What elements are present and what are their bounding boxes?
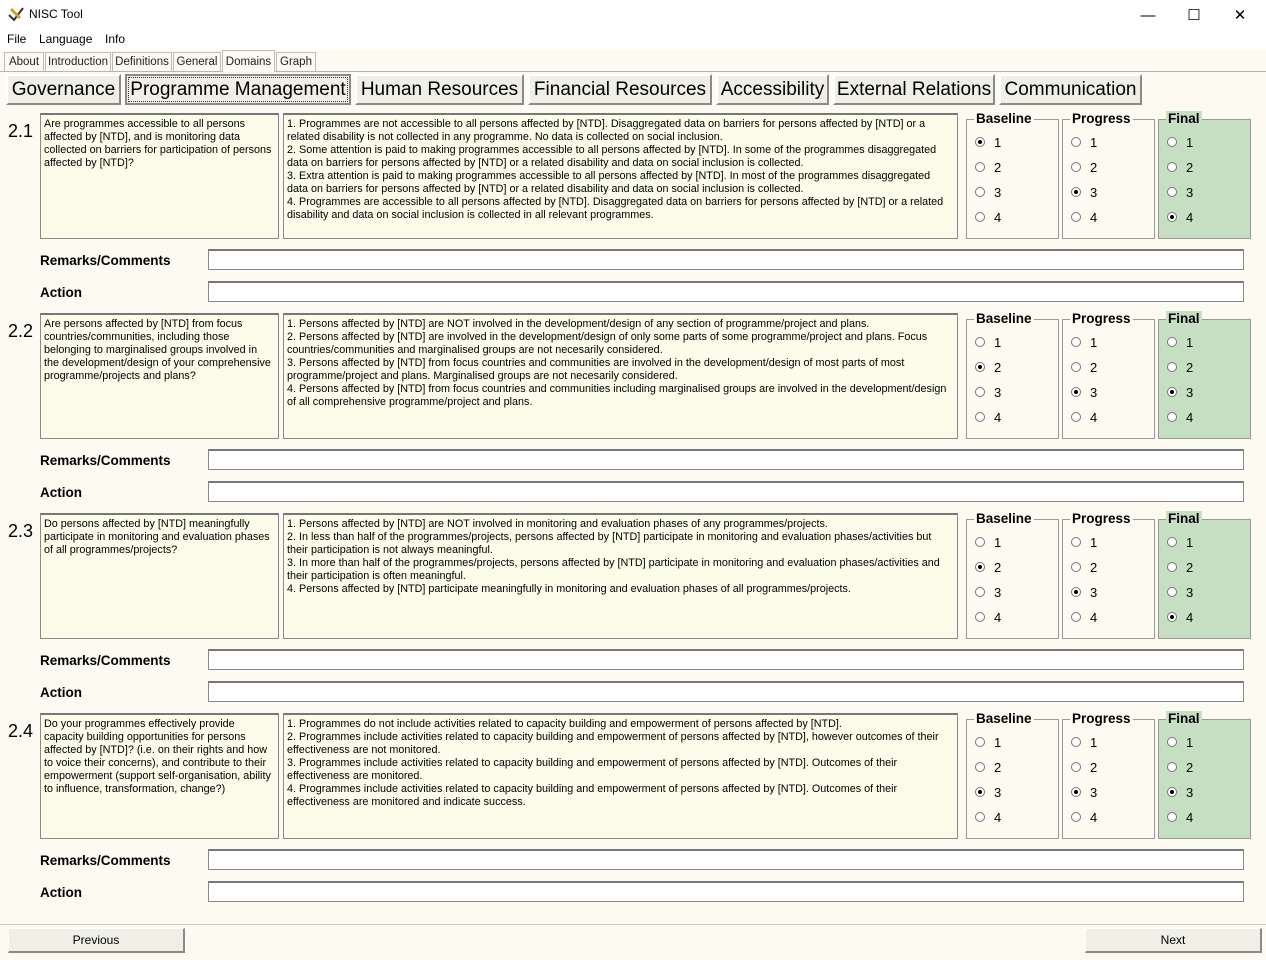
option-descriptions (283, 713, 958, 839)
window-title: NISC Tool (29, 7, 83, 21)
baseline-option-4[interactable] (975, 610, 1001, 624)
radio-label: 1 (1090, 134, 1098, 150)
final-option-2[interactable] (1167, 760, 1193, 774)
radio-button[interactable] (975, 762, 985, 772)
radio-button[interactable] (1071, 212, 1081, 222)
final-option-1[interactable] (1167, 335, 1193, 349)
baseline-option-3[interactable] (975, 785, 1001, 799)
radio-label: 3 (994, 784, 1002, 800)
radio-button[interactable] (1071, 537, 1081, 547)
radio-button[interactable] (1071, 737, 1081, 747)
option-descriptions (283, 513, 958, 639)
question-text: Are programmes accessible to all persons affected by [NTD], and is monitoring data collected on barriers for participation of persons affected by [NTD]? (40, 113, 279, 239)
final-option-2[interactable] (1167, 160, 1193, 174)
option-description: 3. In more than half of the programmes/projects, persons affected by [NTD] participate in monitoring and evaluation phases/activities and their participation is often meaningful. (287, 557, 940, 582)
title-bar (0, 0, 1266, 30)
progress-option-1[interactable] (1071, 335, 1097, 349)
radio-label: 2 (994, 159, 1002, 175)
remarks-label: Remarks/Comments (40, 653, 171, 668)
radio-button[interactable] (975, 387, 985, 397)
radio-button[interactable] (1071, 337, 1081, 347)
radio-label: 4 (1090, 809, 1098, 825)
radio-button[interactable] (1071, 137, 1081, 147)
menu-file[interactable]: File (7, 32, 27, 46)
radio-label: 2 (1090, 359, 1098, 375)
action-input[interactable] (208, 881, 1244, 902)
tab-definitions[interactable]: Definitions (112, 52, 172, 71)
radio-button[interactable] (975, 587, 985, 597)
option-description: 1. Programmes are not accessible to all persons affected by [NTD]. Disaggregated data on barriers for persons affected by [NTD] or a related disability is not collected in any programme. No data is collected on social inclusion. (287, 118, 926, 143)
radio-label: 1 (1186, 134, 1194, 150)
remarks-input[interactable] (208, 449, 1244, 470)
option-description: 1. Programmes do not include activities related to capacity building and empowerment of persons affected by [NTD]. (287, 718, 842, 730)
question-text: Do persons affected by [NTD] meaningfully participate in monitoring and evaluation phases of all programmes/projects? (40, 513, 279, 639)
radio-button[interactable] (1167, 187, 1177, 197)
radio-button[interactable] (1167, 412, 1177, 422)
question-text: Are persons affected by [NTD] from focus countries/communities, including those belonging to marginalised groups involved in the development/design of your comprehensive programme/projects and plans? (40, 313, 279, 439)
baseline-option-3[interactable] (975, 585, 1001, 599)
radio-button[interactable] (1167, 362, 1177, 372)
radio-button[interactable] (1071, 162, 1081, 172)
progress-option-4[interactable] (1071, 610, 1097, 624)
baseline-radio-group (966, 311, 1059, 439)
domain-tab-communication[interactable]: Communication (999, 74, 1142, 105)
final-option-4[interactable] (1167, 810, 1193, 824)
progress-option-2[interactable] (1071, 560, 1097, 574)
final-radio-group (1158, 511, 1251, 639)
radio-label: 4 (1090, 409, 1098, 425)
radio-label: 2 (1186, 759, 1194, 775)
baseline-option-4[interactable] (975, 210, 1001, 224)
radio-label: 4 (994, 809, 1002, 825)
action-label: Action (40, 285, 82, 300)
option-description: 4. Programmes are accessible to all persons affected by [NTD]. Disaggregated data on barriers for persons affected by [NTD] or a related disability and data on social inclusion is collected in all relevant programmes. (287, 196, 944, 221)
radio-button[interactable] (975, 137, 985, 147)
radio-button[interactable] (1167, 737, 1177, 747)
radio-button[interactable] (1167, 537, 1177, 547)
final-option-2[interactable] (1167, 560, 1193, 574)
radio-label: 4 (1090, 209, 1098, 225)
radio-button[interactable] (975, 362, 985, 372)
radio-label: 4 (1090, 609, 1098, 625)
radio-button[interactable] (1167, 337, 1177, 347)
radio-button[interactable] (1071, 562, 1081, 572)
radio-button[interactable] (975, 162, 985, 172)
radio-label: 2 (1090, 559, 1098, 575)
progress-option-4[interactable] (1071, 410, 1097, 424)
radio-button[interactable] (1071, 387, 1081, 397)
radio-button[interactable] (1167, 787, 1177, 797)
baseline-label: Baseline (976, 511, 1032, 526)
option-descriptions (283, 313, 958, 439)
final-option-1[interactable] (1167, 135, 1193, 149)
option-description: 2. Some attention is paid to making programmes accessible to all persons affected by [NTD]. In some of the programmes disaggregated data on barriers for persons affected by [NTD] or a related disability and data on social inclusion is collected. (287, 144, 937, 169)
close-button[interactable] (1217, 0, 1263, 30)
option-description: 2. Programmes include activities related to capacity building and empowerment of persons affected by [NTD], however outcomes of their effectiveness are not monitored. (287, 731, 939, 756)
progress-option-3[interactable] (1071, 385, 1097, 399)
radio-button[interactable] (1167, 212, 1177, 222)
domain-tab-accessibility[interactable]: Accessibility (716, 74, 829, 105)
previous-button[interactable]: Previous (8, 928, 185, 953)
radio-button[interactable] (1167, 162, 1177, 172)
final-radio-group (1158, 311, 1251, 439)
baseline-option-2[interactable] (975, 760, 1001, 774)
radio-button[interactable] (975, 812, 985, 822)
radio-button[interactable] (975, 412, 985, 422)
radio-label: 2 (1090, 759, 1098, 775)
radio-label: 1 (1090, 534, 1098, 550)
radio-label: 3 (994, 184, 1002, 200)
option-description: 3. Extra attention is paid to making programmes accessible to all persons affected by [NTD]. In most of the programmes disaggregated data on barriers for persons affected by [NTD] or a related disability and data on social inclusion is collected. (287, 170, 931, 195)
radio-button[interactable] (1071, 762, 1081, 772)
final-label: Final (1168, 711, 1200, 726)
radio-button[interactable] (975, 337, 985, 347)
final-option-3[interactable] (1167, 385, 1193, 399)
progress-option-3[interactable] (1071, 785, 1097, 799)
progress-radio-group (1062, 711, 1155, 839)
action-input[interactable] (208, 481, 1244, 502)
remarks-input[interactable] (208, 849, 1244, 870)
question-number: 2.1 (8, 121, 34, 141)
question-number: 2.2 (8, 321, 34, 341)
action-input[interactable] (208, 281, 1244, 302)
radio-label: 3 (1186, 384, 1194, 400)
radio-label: 3 (1090, 784, 1098, 800)
baseline-label: Baseline (976, 711, 1032, 726)
radio-label: 1 (1090, 334, 1098, 350)
remarks-input[interactable] (208, 249, 1244, 270)
radio-label: 2 (1090, 159, 1098, 175)
radio-label: 1 (1186, 734, 1194, 750)
radio-label: 3 (1186, 784, 1194, 800)
baseline-radio-group (966, 111, 1059, 239)
domain-tab-human-resources[interactable]: Human Resources (355, 74, 524, 105)
radio-label: 4 (994, 609, 1002, 625)
progress-radio-group (1062, 511, 1155, 639)
radio-label: 1 (994, 134, 1002, 150)
progress-option-1[interactable] (1071, 135, 1097, 149)
progress-option-4[interactable] (1071, 810, 1097, 824)
baseline-radio-group (966, 511, 1059, 639)
final-option-4[interactable] (1167, 210, 1193, 224)
radio-label: 1 (994, 334, 1002, 350)
baseline-option-1[interactable] (975, 735, 1001, 749)
radio-button[interactable] (975, 187, 985, 197)
baseline-radio-group (966, 711, 1059, 839)
radio-button[interactable] (1071, 812, 1081, 822)
radio-button[interactable] (1167, 387, 1177, 397)
radio-button[interactable] (1071, 587, 1081, 597)
option-description: 2. In less than half of the programmes/projects, persons affected by [NTD] participate in monitoring and evaluation phases/activities but their participation is not always meaningful. (287, 531, 932, 556)
final-option-4[interactable] (1167, 410, 1193, 424)
radio-button[interactable] (975, 537, 985, 547)
remarks-input[interactable] (208, 649, 1244, 670)
baseline-option-4[interactable] (975, 810, 1001, 824)
radio-label: 1 (1186, 534, 1194, 550)
radio-label: 4 (994, 209, 1002, 225)
baseline-label: Baseline (976, 311, 1032, 326)
final-radio-group (1158, 711, 1251, 839)
radio-label: 1 (994, 734, 1002, 750)
baseline-option-2[interactable] (975, 360, 1001, 374)
tab-introduction[interactable]: Introduction (45, 52, 111, 71)
remarks-label: Remarks/Comments (40, 253, 171, 268)
baseline-label: Baseline (976, 111, 1032, 126)
app-icon (8, 6, 24, 22)
progress-option-1[interactable] (1071, 535, 1097, 549)
radio-label: 4 (1186, 409, 1194, 425)
radio-button[interactable] (1071, 787, 1081, 797)
progress-radio-group (1062, 311, 1155, 439)
radio-label: 2 (1186, 159, 1194, 175)
domain-tab-external-relations[interactable]: External Relations (833, 74, 995, 105)
final-radio-group (1158, 111, 1251, 239)
action-label: Action (40, 485, 82, 500)
radio-label: 3 (994, 584, 1002, 600)
progress-option-4[interactable] (1071, 210, 1097, 224)
question-number: 2.4 (8, 721, 34, 741)
minimize-button[interactable] (1125, 0, 1171, 30)
radio-label: 3 (1186, 184, 1194, 200)
domain-tab-governance[interactable]: Governance (6, 74, 121, 105)
question-number: 2.3 (8, 521, 34, 541)
radio-label: 3 (994, 384, 1002, 400)
progress-option-3[interactable] (1071, 185, 1097, 199)
remarks-label: Remarks/Comments (40, 853, 171, 868)
option-description: 4. Persons affected by [NTD] participate meaningfully in monitoring and evaluation phases of all programmes/projects. (287, 583, 851, 595)
progress-label: Progress (1072, 311, 1131, 326)
tab-about[interactable]: About (4, 52, 44, 71)
remarks-label: Remarks/Comments (40, 453, 171, 468)
progress-option-3[interactable] (1071, 585, 1097, 599)
close-icon: ✕ (1233, 7, 1247, 24)
tab-general[interactable]: General (173, 52, 221, 71)
minimize-icon: — (1140, 6, 1156, 24)
action-label: Action (40, 885, 82, 900)
radio-label: 4 (1186, 209, 1194, 225)
tab-graph[interactable]: Graph (276, 52, 316, 71)
radio-button[interactable] (1071, 362, 1081, 372)
baseline-option-2[interactable] (975, 160, 1001, 174)
final-option-3[interactable] (1167, 785, 1193, 799)
final-option-1[interactable] (1167, 735, 1193, 749)
option-description: 3. Programmes include activities related to capacity building and empowerment of persons affected by [NTD]. Outcomes of their effectiveness are monitored. (287, 757, 898, 782)
progress-label: Progress (1072, 711, 1131, 726)
final-option-2[interactable] (1167, 360, 1193, 374)
final-option-1[interactable] (1167, 535, 1193, 549)
final-option-3[interactable] (1167, 185, 1193, 199)
radio-button[interactable] (975, 787, 985, 797)
option-description: 1. Persons affected by [NTD] are NOT involved in the development/design of any section of programme/project and plans. (287, 318, 870, 330)
menu-bar (0, 30, 1266, 50)
progress-label: Progress (1072, 111, 1131, 126)
radio-button[interactable] (1167, 612, 1177, 622)
radio-button[interactable] (975, 737, 985, 747)
maximize-button[interactable] (1171, 0, 1217, 30)
progress-option-2[interactable] (1071, 760, 1097, 774)
progress-option-1[interactable] (1071, 735, 1097, 749)
radio-button[interactable] (1071, 412, 1081, 422)
baseline-option-3[interactable] (975, 385, 1001, 399)
radio-label: 1 (994, 534, 1002, 550)
radio-label: 4 (994, 409, 1002, 425)
radio-label: 4 (1186, 609, 1194, 625)
action-label: Action (40, 685, 82, 700)
progress-option-2[interactable] (1071, 160, 1097, 174)
option-description: 4. Persons affected by [NTD] from focus countries and communities including marginalised groups are involved in the development/design of all comprehensive programme/project and plans. (287, 383, 947, 408)
menu-info[interactable]: Info (105, 32, 126, 46)
radio-label: 1 (1186, 334, 1194, 350)
progress-radio-group (1062, 111, 1155, 239)
domain-tab-programme-management[interactable]: Programme Management (125, 74, 351, 105)
action-input[interactable] (208, 681, 1244, 702)
radio-label: 2 (994, 559, 1002, 575)
radio-button[interactable] (1167, 812, 1177, 822)
final-option-3[interactable] (1167, 585, 1193, 599)
baseline-option-1[interactable] (975, 535, 1001, 549)
radio-label: 2 (1186, 559, 1194, 575)
option-description: 4. Programmes include activities related to capacity building and empowerment of persons affected by [NTD]. Outcomes of their effectiveness are monitored and indicate success. (287, 783, 898, 808)
final-label: Final (1168, 111, 1200, 126)
progress-label: Progress (1072, 511, 1131, 526)
tab-domains[interactable]: Domains (222, 50, 275, 72)
baseline-option-4[interactable] (975, 410, 1001, 424)
radio-label: 4 (1186, 809, 1194, 825)
radio-label: 1 (1090, 734, 1098, 750)
radio-label: 2 (1186, 359, 1194, 375)
radio-button[interactable] (1167, 137, 1177, 147)
radio-button[interactable] (975, 562, 985, 572)
final-option-4[interactable] (1167, 610, 1193, 624)
next-button[interactable]: Next (1085, 928, 1262, 953)
radio-button[interactable] (975, 612, 985, 622)
radio-label: 2 (994, 359, 1002, 375)
final-label: Final (1168, 311, 1200, 326)
option-descriptions (283, 113, 958, 239)
bottom-divider (0, 924, 1266, 925)
radio-button[interactable] (1071, 612, 1081, 622)
radio-label: 2 (994, 759, 1002, 775)
radio-label: 3 (1090, 184, 1098, 200)
menu-language[interactable]: Language (39, 32, 93, 46)
maximize-icon: ☐ (1187, 7, 1201, 24)
progress-option-2[interactable] (1071, 360, 1097, 374)
option-description: 3. Persons affected by [NTD] from focus countries and communities are involved in the development/design of most parts of most programme/project and plans. Marginalised groups are not necesarily considered. (287, 357, 905, 382)
radio-button[interactable] (1167, 587, 1177, 597)
question-text: Do your programmes effectively provide capacity building opportunities for persons affected by [NTD]? (i.e. on their rights and how to voice their concerns), and contribute to their empowerment (support self-organisation, ability to influence, transformation, change?) (40, 713, 279, 839)
final-label: Final (1168, 511, 1200, 526)
radio-label: 3 (1090, 384, 1098, 400)
radio-button[interactable] (1167, 762, 1177, 772)
option-description: 1. Persons affected by [NTD] are NOT involved in monitoring and evaluation phases of any programmes/projects. (287, 518, 828, 530)
baseline-option-1[interactable] (975, 335, 1001, 349)
radio-label: 3 (1090, 584, 1098, 600)
radio-button[interactable] (1167, 562, 1177, 572)
radio-button[interactable] (975, 212, 985, 222)
baseline-option-3[interactable] (975, 185, 1001, 199)
baseline-option-2[interactable] (975, 560, 1001, 574)
radio-button[interactable] (1071, 187, 1081, 197)
option-description: 2. Persons affected by [NTD] are involved in the development/design of only some parts of some programme/project and plans. Focus countries/communities and marginalised groups are not necesarily considered. (287, 331, 928, 356)
domain-tab-financial-resources[interactable]: Financial Resources (528, 74, 712, 105)
radio-label: 3 (1186, 584, 1194, 600)
baseline-option-1[interactable] (975, 135, 1001, 149)
